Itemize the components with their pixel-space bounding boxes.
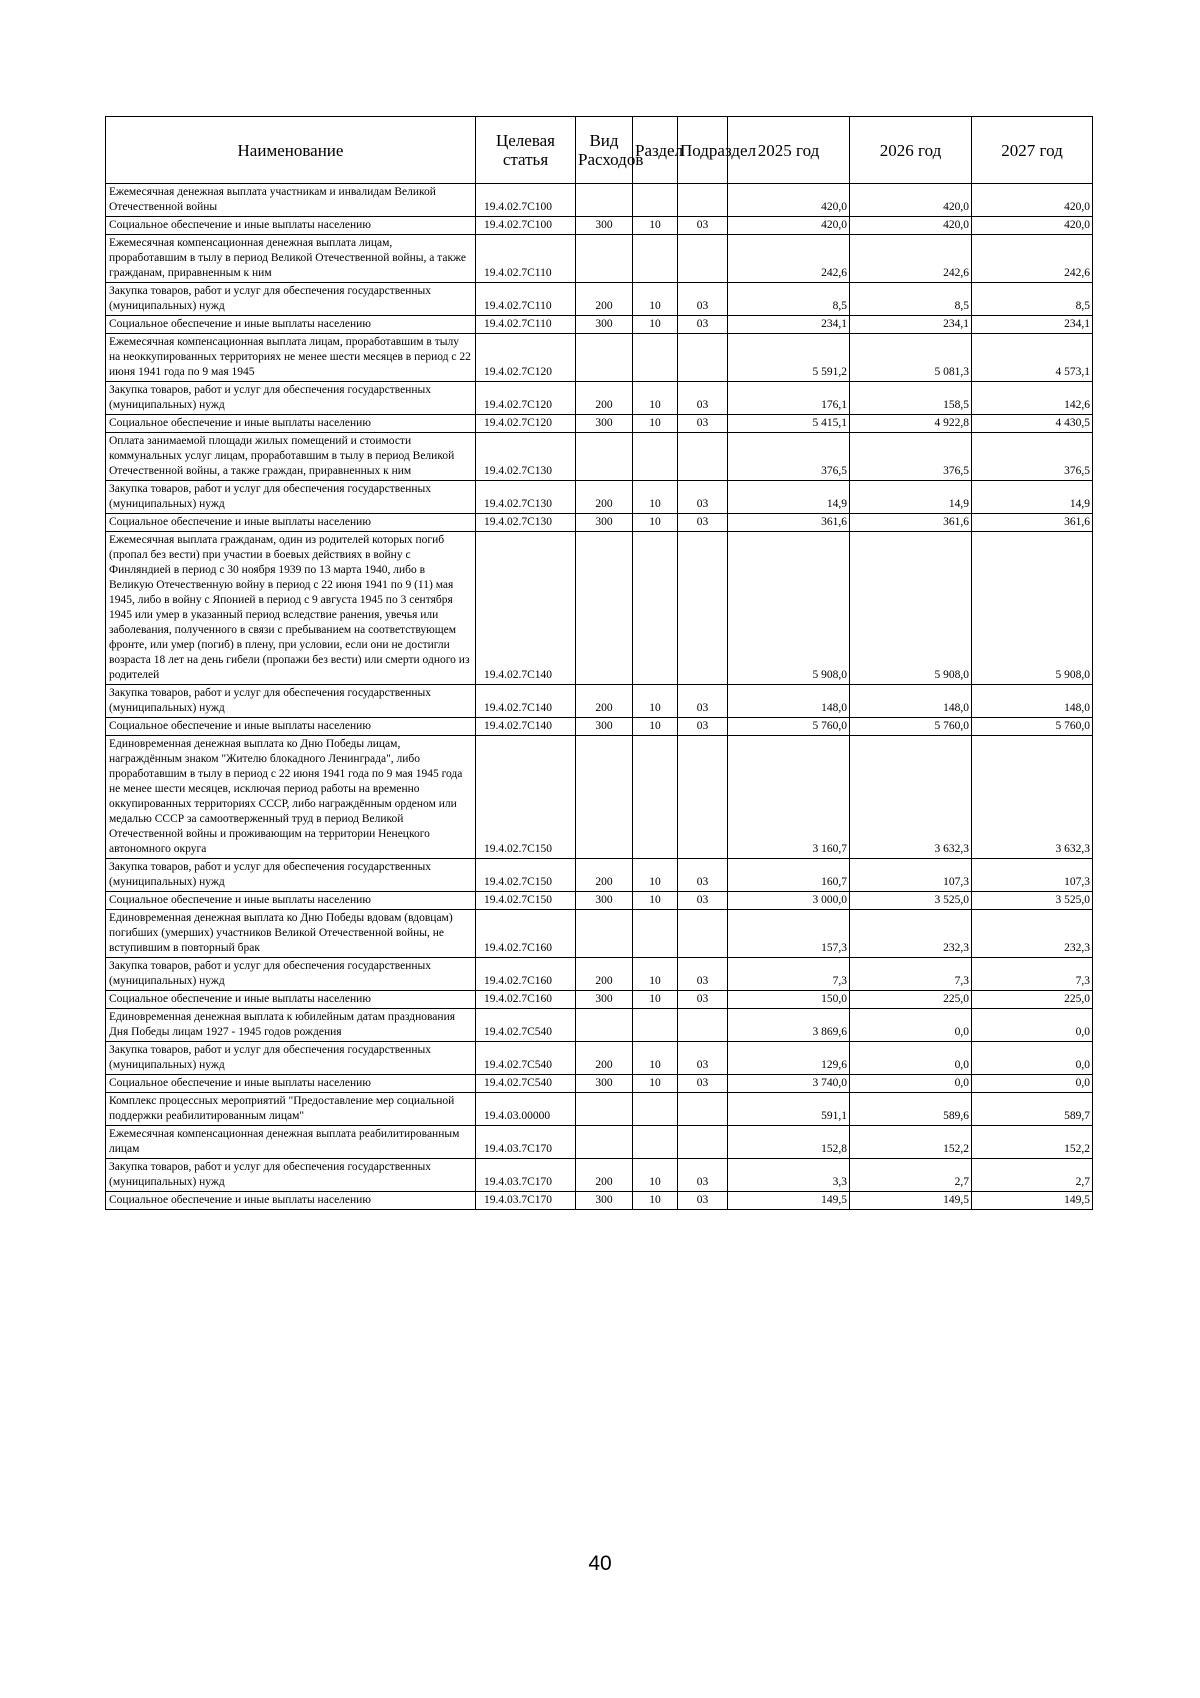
section-cell: 10 xyxy=(633,859,678,892)
expense-type-cell: 300 xyxy=(576,316,633,334)
table-row xyxy=(106,1093,1093,1126)
row-name-cell: Единовременная денежная выплата ко Дню Победы вдовам (вдовцам) погибших (умерших) участников Великой Отечественной войны, не вступившим в повторный брак xyxy=(106,910,476,958)
target-article-cell: 19.4.03.7С170 xyxy=(476,1126,576,1159)
value-2026-cell: 107,3 xyxy=(850,859,972,892)
row-name-cell: Ежемесячная выплата гражданам, один из родителей которых погиб (пропал без вести) при участии в боевых действиях в войну с Финляндией в период с 30 ноября 1939 по 13 марта 1940, либо в Великую Отечественную войну в период с 22 июня 1941 по 9 (11) мая 1945, либо в войну с Японией в период с 9 августа 1945 по 3 сентября 1945 или умер в указанный период вследствие ранения, увечья или заболевания, полученного в связи с пребыванием на соответствующем фронте, или умер (погиб) в плену, при условии, если они не достигли возраста 18 лет на день гибели (пропажи без вести) или смерти одного из родителей xyxy=(106,532,476,685)
row-name-cell: Ежемесячная компенсационная выплата лицам, проработавшим в тылу на неоккупированных территориях не менее шести месяцев в период с 22 июня 1941 года по 9 мая 1945 xyxy=(106,334,476,382)
value-2026-cell: 5 081,3 xyxy=(850,334,972,382)
value-2025-cell: 420,0 xyxy=(728,217,850,235)
header-target-article: Целевая статья xyxy=(476,117,576,184)
expense-type-cell xyxy=(576,532,633,685)
expense-type-cell: 200 xyxy=(576,1159,633,1192)
table-row xyxy=(106,235,1093,283)
subsection-cell: 03 xyxy=(678,1075,728,1093)
value-2026-cell: 232,3 xyxy=(850,910,972,958)
subsection-cell: 03 xyxy=(678,217,728,235)
target-article-cell: 19.4.02.7С540 xyxy=(476,1009,576,1042)
section-cell: 10 xyxy=(633,892,678,910)
value-2027-cell: 0,0 xyxy=(972,1009,1093,1042)
value-2026-cell: 376,5 xyxy=(850,433,972,481)
table-row xyxy=(106,514,1093,532)
subsection-cell: 03 xyxy=(678,382,728,415)
table-row xyxy=(106,1192,1093,1210)
table-row xyxy=(106,892,1093,910)
section-cell xyxy=(633,910,678,958)
value-2025-cell: 242,6 xyxy=(728,235,850,283)
target-article-cell: 19.4.02.7С140 xyxy=(476,685,576,718)
table-row xyxy=(106,910,1093,958)
value-2027-cell: 4 573,1 xyxy=(972,334,1093,382)
target-article-cell: 19.4.02.7С120 xyxy=(476,334,576,382)
value-2025-cell: 3 160,7 xyxy=(728,736,850,859)
value-2025-cell: 3,3 xyxy=(728,1159,850,1192)
value-2025-cell: 152,8 xyxy=(728,1126,850,1159)
table-row xyxy=(106,991,1093,1009)
table-row xyxy=(106,316,1093,334)
value-2025-cell: 5 760,0 xyxy=(728,718,850,736)
target-article-cell: 19.4.02.7С150 xyxy=(476,859,576,892)
section-cell: 10 xyxy=(633,217,678,235)
subsection-cell xyxy=(678,1126,728,1159)
header-section: Раздел xyxy=(633,117,678,184)
header-year-2026: 2026 год xyxy=(850,117,972,184)
table-row xyxy=(106,382,1093,415)
value-2027-cell: 152,2 xyxy=(972,1126,1093,1159)
value-2025-cell: 3 000,0 xyxy=(728,892,850,910)
expense-type-cell: 200 xyxy=(576,382,633,415)
table-row xyxy=(106,1126,1093,1159)
value-2027-cell: 0,0 xyxy=(972,1075,1093,1093)
section-cell: 10 xyxy=(633,1042,678,1075)
value-2025-cell: 176,1 xyxy=(728,382,850,415)
target-article-cell: 19.4.03.00000 xyxy=(476,1093,576,1126)
subsection-cell: 03 xyxy=(678,958,728,991)
subsection-cell xyxy=(678,532,728,685)
section-cell xyxy=(633,334,678,382)
value-2026-cell: 158,5 xyxy=(850,382,972,415)
section-cell xyxy=(633,1009,678,1042)
value-2026-cell: 152,2 xyxy=(850,1126,972,1159)
expense-type-cell xyxy=(576,910,633,958)
expense-type-cell: 300 xyxy=(576,514,633,532)
table-header-row xyxy=(106,117,1093,184)
value-2025-cell: 234,1 xyxy=(728,316,850,334)
section-cell: 10 xyxy=(633,718,678,736)
value-2025-cell: 150,0 xyxy=(728,991,850,1009)
section-cell: 10 xyxy=(633,1075,678,1093)
row-name-cell: Закупка товаров, работ и услуг для обеспечения государственных (муниципальных) нужд xyxy=(106,685,476,718)
expense-type-cell: 200 xyxy=(576,283,633,316)
value-2027-cell: 8,5 xyxy=(972,283,1093,316)
value-2027-cell: 2,7 xyxy=(972,1159,1093,1192)
value-2026-cell: 148,0 xyxy=(850,685,972,718)
subsection-cell: 03 xyxy=(678,991,728,1009)
value-2027-cell: 7,3 xyxy=(972,958,1093,991)
row-name-cell: Социальное обеспечение и иные выплаты населению xyxy=(106,415,476,433)
value-2025-cell: 5 908,0 xyxy=(728,532,850,685)
table-row xyxy=(106,859,1093,892)
expense-type-cell: 200 xyxy=(576,685,633,718)
section-cell: 10 xyxy=(633,382,678,415)
subsection-cell xyxy=(678,1009,728,1042)
row-name-cell: Социальное обеспечение и иные выплаты населению xyxy=(106,514,476,532)
subsection-cell: 03 xyxy=(678,415,728,433)
target-article-cell: 19.4.02.7С110 xyxy=(476,235,576,283)
value-2025-cell: 7,3 xyxy=(728,958,850,991)
value-2026-cell: 2,7 xyxy=(850,1159,972,1192)
value-2026-cell: 0,0 xyxy=(850,1009,972,1042)
subsection-cell: 03 xyxy=(678,1192,728,1210)
budget-table xyxy=(105,116,1093,1210)
table-row xyxy=(106,736,1093,859)
value-2025-cell: 149,5 xyxy=(728,1192,850,1210)
subsection-cell: 03 xyxy=(678,283,728,316)
value-2025-cell: 376,5 xyxy=(728,433,850,481)
value-2027-cell: 14,9 xyxy=(972,481,1093,514)
row-name-cell: Закупка товаров, работ и услуг для обеспечения государственных (муниципальных) нужд xyxy=(106,859,476,892)
value-2026-cell: 0,0 xyxy=(850,1042,972,1075)
expense-type-cell xyxy=(576,184,633,217)
header-year-2027: 2027 год xyxy=(972,117,1093,184)
page-number: 40 xyxy=(588,1552,612,1575)
section-cell xyxy=(633,235,678,283)
value-2027-cell: 3 632,3 xyxy=(972,736,1093,859)
subsection-cell: 03 xyxy=(678,316,728,334)
table-row xyxy=(106,415,1093,433)
value-2026-cell: 0,0 xyxy=(850,1075,972,1093)
expense-type-cell: 300 xyxy=(576,892,633,910)
target-article-cell: 19.4.02.7С110 xyxy=(476,316,576,334)
expense-type-cell: 200 xyxy=(576,958,633,991)
subsection-cell: 03 xyxy=(678,481,728,514)
section-cell: 10 xyxy=(633,283,678,316)
target-article-cell: 19.4.02.7С140 xyxy=(476,718,576,736)
value-2027-cell: 4 430,5 xyxy=(972,415,1093,433)
table-row xyxy=(106,1009,1093,1042)
target-article-cell: 19.4.02.7С150 xyxy=(476,892,576,910)
table-row xyxy=(106,433,1093,481)
section-cell xyxy=(633,1126,678,1159)
expense-type-cell: 300 xyxy=(576,1192,633,1210)
value-2026-cell: 8,5 xyxy=(850,283,972,316)
section-cell: 10 xyxy=(633,958,678,991)
header-year-2025: 2025 год xyxy=(728,117,850,184)
row-name-cell: Социальное обеспечение и иные выплаты населению xyxy=(106,217,476,235)
value-2026-cell: 225,0 xyxy=(850,991,972,1009)
subsection-cell: 03 xyxy=(678,514,728,532)
row-name-cell: Комплекс процессных мероприятий "Предоставление мер социальной поддержки реабилитированным лицам" xyxy=(106,1093,476,1126)
table-row xyxy=(106,718,1093,736)
subsection-cell: 03 xyxy=(678,892,728,910)
value-2027-cell: 361,6 xyxy=(972,514,1093,532)
section-cell: 10 xyxy=(633,1159,678,1192)
section-cell: 10 xyxy=(633,415,678,433)
target-article-cell: 19.4.02.7С160 xyxy=(476,910,576,958)
value-2027-cell: 149,5 xyxy=(972,1192,1093,1210)
target-article-cell: 19.4.02.7С120 xyxy=(476,415,576,433)
section-cell xyxy=(633,433,678,481)
expense-type-cell xyxy=(576,1093,633,1126)
value-2027-cell: 589,7 xyxy=(972,1093,1093,1126)
row-name-cell: Ежемесячная компенсационная денежная выплата реабилитированным лицам xyxy=(106,1126,476,1159)
table-body xyxy=(106,184,1093,1210)
value-2025-cell: 361,6 xyxy=(728,514,850,532)
row-name-cell: Социальное обеспечение и иные выплаты населению xyxy=(106,718,476,736)
value-2025-cell: 148,0 xyxy=(728,685,850,718)
value-2026-cell: 4 922,8 xyxy=(850,415,972,433)
section-cell: 10 xyxy=(633,685,678,718)
subsection-cell: 03 xyxy=(678,718,728,736)
section-cell xyxy=(633,1093,678,1126)
target-article-cell: 19.4.02.7С160 xyxy=(476,958,576,991)
value-2025-cell: 5 415,1 xyxy=(728,415,850,433)
row-name-cell: Закупка товаров, работ и услуг для обеспечения государственных (муниципальных) нужд xyxy=(106,382,476,415)
target-article-cell: 19.4.03.7С170 xyxy=(476,1192,576,1210)
header-subsection: Подраздел xyxy=(678,117,728,184)
value-2026-cell: 242,6 xyxy=(850,235,972,283)
row-name-cell: Ежемесячная компенсационная денежная выплата лицам, проработавшим в тылу в период Великой Отечественной войны, а также гражданам, приравненным к ним xyxy=(106,235,476,283)
value-2026-cell: 5 760,0 xyxy=(850,718,972,736)
row-name-cell: Закупка товаров, работ и услуг для обеспечения государственных (муниципальных) нужд xyxy=(106,283,476,316)
row-name-cell: Оплата занимаемой площади жилых помещений и стоимости коммунальных услуг лицам, проработавшим в тылу в период Великой Отечественной войны, а также граждан, приравненных к ним xyxy=(106,433,476,481)
value-2026-cell: 14,9 xyxy=(850,481,972,514)
expense-type-cell xyxy=(576,1126,633,1159)
section-cell: 10 xyxy=(633,1192,678,1210)
value-2027-cell: 234,1 xyxy=(972,316,1093,334)
value-2026-cell: 589,6 xyxy=(850,1093,972,1126)
section-cell: 10 xyxy=(633,514,678,532)
target-article-cell: 19.4.02.7С540 xyxy=(476,1042,576,1075)
expense-type-cell: 200 xyxy=(576,859,633,892)
expense-type-cell: 300 xyxy=(576,991,633,1009)
value-2025-cell: 3 740,0 xyxy=(728,1075,850,1093)
target-article-cell: 19.4.02.7С160 xyxy=(476,991,576,1009)
value-2027-cell: 242,6 xyxy=(972,235,1093,283)
value-2027-cell: 107,3 xyxy=(972,859,1093,892)
value-2027-cell: 232,3 xyxy=(972,910,1093,958)
value-2026-cell: 361,6 xyxy=(850,514,972,532)
subsection-cell: 03 xyxy=(678,1042,728,1075)
row-name-cell: Социальное обеспечение и иные выплаты населению xyxy=(106,1075,476,1093)
value-2026-cell: 7,3 xyxy=(850,958,972,991)
budget-table-container xyxy=(105,116,1092,1210)
subsection-cell: 03 xyxy=(678,685,728,718)
value-2026-cell: 3 632,3 xyxy=(850,736,972,859)
target-article-cell: 19.4.02.7С100 xyxy=(476,184,576,217)
value-2027-cell: 376,5 xyxy=(972,433,1093,481)
subsection-cell xyxy=(678,184,728,217)
value-2027-cell: 148,0 xyxy=(972,685,1093,718)
subsection-cell: 03 xyxy=(678,859,728,892)
subsection-cell xyxy=(678,910,728,958)
expense-type-cell xyxy=(576,235,633,283)
target-article-cell: 19.4.02.7С150 xyxy=(476,736,576,859)
row-name-cell: Социальное обеспечение и иные выплаты населению xyxy=(106,991,476,1009)
value-2026-cell: 234,1 xyxy=(850,316,972,334)
section-cell xyxy=(633,532,678,685)
table-row xyxy=(106,184,1093,217)
subsection-cell xyxy=(678,235,728,283)
row-name-cell: Закупка товаров, работ и услуг для обеспечения государственных (муниципальных) нужд xyxy=(106,958,476,991)
row-name-cell: Единовременная денежная выплата ко Дню Победы лицам, награждённым знаком "Жителю блокадного Ленинграда", либо проработавшим в тылу в период с 22 июня 1941 года по 9 мая 1945 года не менее шести месяцев, исключая период работы на временно оккупированных территориях СССР, либо награждённым орденом или медалью СССР за самоотверженный труд в период Великой Отечественной войны и проживающим на территории Ненецкого автономного округа xyxy=(106,736,476,859)
value-2026-cell: 420,0 xyxy=(850,217,972,235)
section-cell: 10 xyxy=(633,481,678,514)
header-expense-type: Вид Расходов xyxy=(576,117,633,184)
expense-type-cell xyxy=(576,1009,633,1042)
expense-type-cell: 300 xyxy=(576,217,633,235)
value-2025-cell: 3 869,6 xyxy=(728,1009,850,1042)
subsection-cell xyxy=(678,433,728,481)
value-2025-cell: 5 591,2 xyxy=(728,334,850,382)
target-article-cell: 19.4.03.7С170 xyxy=(476,1159,576,1192)
value-2027-cell: 5 760,0 xyxy=(972,718,1093,736)
value-2027-cell: 420,0 xyxy=(972,184,1093,217)
value-2027-cell: 3 525,0 xyxy=(972,892,1093,910)
target-article-cell: 19.4.02.7С110 xyxy=(476,283,576,316)
target-article-cell: 19.4.02.7С130 xyxy=(476,481,576,514)
subsection-cell xyxy=(678,334,728,382)
expense-type-cell: 300 xyxy=(576,415,633,433)
table-row xyxy=(106,1042,1093,1075)
row-name-cell: Социальное обеспечение и иные выплаты населению xyxy=(106,316,476,334)
expense-type-cell xyxy=(576,736,633,859)
value-2027-cell: 0,0 xyxy=(972,1042,1093,1075)
table-row xyxy=(106,481,1093,514)
expense-type-cell xyxy=(576,334,633,382)
section-cell xyxy=(633,184,678,217)
table-row xyxy=(106,283,1093,316)
section-cell xyxy=(633,736,678,859)
value-2025-cell: 14,9 xyxy=(728,481,850,514)
value-2027-cell: 420,0 xyxy=(972,217,1093,235)
row-name-cell: Единовременная денежная выплата к юбилейным датам празднования Дня Победы лицам 1927 - 1945 годов рождения xyxy=(106,1009,476,1042)
value-2025-cell: 160,7 xyxy=(728,859,850,892)
row-name-cell: Ежемесячная денежная выплата участникам и инвалидам Великой Отечественной войны xyxy=(106,184,476,217)
table-row xyxy=(106,1075,1093,1093)
value-2025-cell: 420,0 xyxy=(728,184,850,217)
target-article-cell: 19.4.02.7С130 xyxy=(476,514,576,532)
target-article-cell: 19.4.02.7С100 xyxy=(476,217,576,235)
value-2026-cell: 3 525,0 xyxy=(850,892,972,910)
expense-type-cell xyxy=(576,433,633,481)
row-name-cell: Закупка товаров, работ и услуг для обеспечения государственных (муниципальных) нужд xyxy=(106,1159,476,1192)
expense-type-cell: 200 xyxy=(576,481,633,514)
value-2025-cell: 591,1 xyxy=(728,1093,850,1126)
value-2026-cell: 420,0 xyxy=(850,184,972,217)
value-2026-cell: 5 908,0 xyxy=(850,532,972,685)
subsection-cell xyxy=(678,736,728,859)
target-article-cell: 19.4.02.7С540 xyxy=(476,1075,576,1093)
table-row xyxy=(106,217,1093,235)
table-row xyxy=(106,958,1093,991)
expense-type-cell: 300 xyxy=(576,718,633,736)
value-2027-cell: 5 908,0 xyxy=(972,532,1093,685)
target-article-cell: 19.4.02.7С140 xyxy=(476,532,576,685)
header-name: Наименование xyxy=(106,117,476,184)
target-article-cell: 19.4.02.7С130 xyxy=(476,433,576,481)
section-cell: 10 xyxy=(633,991,678,1009)
value-2025-cell: 8,5 xyxy=(728,283,850,316)
row-name-cell: Закупка товаров, работ и услуг для обеспечения государственных (муниципальных) нужд xyxy=(106,1042,476,1075)
expense-type-cell: 200 xyxy=(576,1042,633,1075)
table-row xyxy=(106,685,1093,718)
expense-type-cell: 300 xyxy=(576,1075,633,1093)
table-row xyxy=(106,532,1093,685)
row-name-cell: Закупка товаров, работ и услуг для обеспечения государственных (муниципальных) нужд xyxy=(106,481,476,514)
value-2025-cell: 157,3 xyxy=(728,910,850,958)
row-name-cell: Социальное обеспечение и иные выплаты населению xyxy=(106,1192,476,1210)
row-name-cell: Социальное обеспечение и иные выплаты населению xyxy=(106,892,476,910)
subsection-cell xyxy=(678,1093,728,1126)
value-2027-cell: 225,0 xyxy=(972,991,1093,1009)
value-2026-cell: 149,5 xyxy=(850,1192,972,1210)
table-row xyxy=(106,334,1093,382)
table-row xyxy=(106,1159,1093,1192)
value-2025-cell: 129,6 xyxy=(728,1042,850,1075)
section-cell: 10 xyxy=(633,316,678,334)
target-article-cell: 19.4.02.7С120 xyxy=(476,382,576,415)
subsection-cell: 03 xyxy=(678,1159,728,1192)
value-2027-cell: 142,6 xyxy=(972,382,1093,415)
